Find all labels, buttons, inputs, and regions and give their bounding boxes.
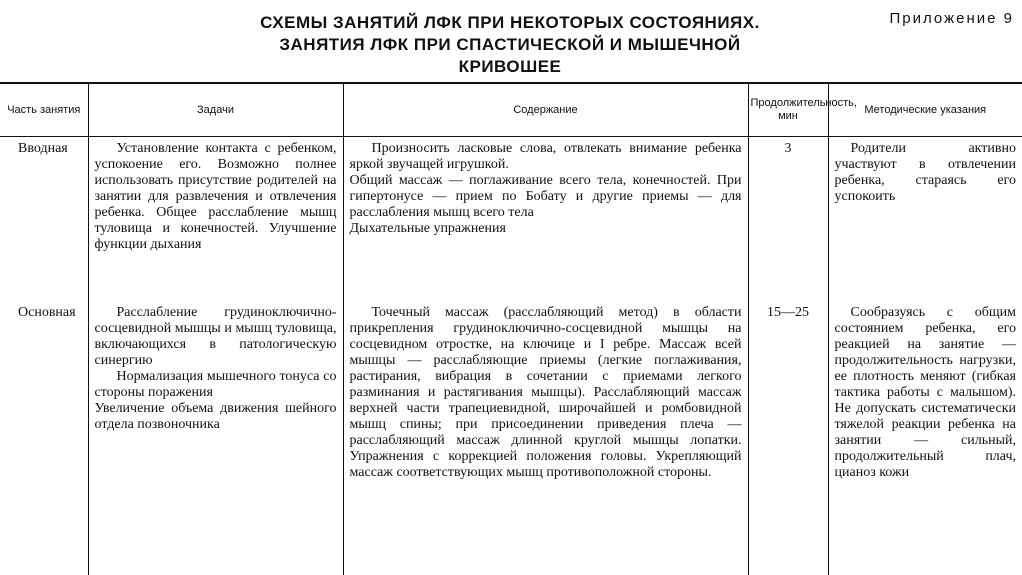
table-row xyxy=(0,137,1022,302)
header-duration: Продолжительность, мин xyxy=(748,83,828,137)
cell-content xyxy=(343,137,748,302)
cell-duration: 3 xyxy=(748,137,828,302)
cell-duration: 15—25 xyxy=(748,301,828,575)
title-line: СХЕМЫ ЗАНЯТИЙ ЛФК ПРИ НЕКОТОРЫХ СОСТОЯНИЯХ. xyxy=(260,13,760,32)
cell-part: Основная xyxy=(18,305,76,320)
appendix-label: Приложение 9 xyxy=(889,10,1014,27)
header-content: Содержание xyxy=(343,83,748,137)
title-line: КРИВОШЕЕ xyxy=(458,57,562,76)
task-text: Нормализация мышечного тонуса со стороны поражения xyxy=(94,369,337,400)
task-text: Увеличение объема движения шейного отдела позвоночника xyxy=(94,401,337,432)
title-line: ЗАНЯТИЯ ЛФК ПРИ СПАСТИЧЕСКОЙ И МЫШЕЧНОЙ xyxy=(279,35,741,54)
header-part: Часть занятия xyxy=(0,83,88,137)
cell-method xyxy=(828,301,1022,575)
method-text: Родители активно участвуют в отвлечении ребенка, стараясь его успокоить xyxy=(834,141,1016,204)
table-header-row xyxy=(0,83,1022,137)
cell-tasks xyxy=(88,137,343,302)
method-text: Сообразуясь с общим состоянием ребенка, его реакцией на занятие — продолжительность нагрузки, ее плотность меняют (гибкая тактика работы с малышом). Не допускать систематически тяжелой реакции ребенка на занятии — сильный, продолжительный плач, цианоз кожи xyxy=(834,305,1016,480)
header-tasks: Задачи xyxy=(88,83,343,137)
content-paragraph: Дыхательные упражнения xyxy=(349,221,506,236)
cell-tasks xyxy=(88,301,343,575)
content-paragraph: Общий массаж — поглаживание всего тела, конечностей. При гипертонусе — прием по Бобату и другие приемы — для расслабления мышц всего тела xyxy=(349,173,742,220)
cell-method xyxy=(828,137,1022,302)
header-method: Методические указания xyxy=(828,83,1022,137)
task-text: Установление контакта с ребенком, успокоение его. Возможно полнее использовать присутствие родителей на занятии для развлечения и отвлечения ребенка. Общее расслабление мышц туловища и конечностей. Улучшение функции дыхания xyxy=(94,141,337,252)
content-paragraph: Произносить ласковые слова, отвлекать внимание ребенка яркой звучащей игрушкой. xyxy=(349,141,742,172)
cell-part: Вводная xyxy=(18,141,68,156)
content-paragraph: Точечный массаж (расслабляющий метод) в области прикрепления грудиноключично-сосцевидной мышцы на сосцевидном отростке, на ключице и I ребре. Массаж всей мышцы — расслабляющие приемы (легкие поглаживания, растирания, вибрация в сочетании с приемами легкого разминания и растягивания мышцы). Расслабляющий массаж верхней части трапециевидной, широчайшей и ромбовидной мышц спины; при присоединении приведения плеча — расслабляющий массаж длинной круглой мышцы лопатки. Упражнения с коррекцией положения головы. Укрепляющий массаж соответствующих мышц противоположной стороны. xyxy=(349,305,742,480)
cell-content xyxy=(343,301,748,575)
task-text: Расслабление грудиноключично-сосцевидной мышцы и мышц туловища, включающихся в патологическую синергию xyxy=(94,305,337,368)
exercise-schedule-table xyxy=(0,82,1022,575)
page-title xyxy=(200,12,820,78)
table-row xyxy=(0,301,1022,575)
